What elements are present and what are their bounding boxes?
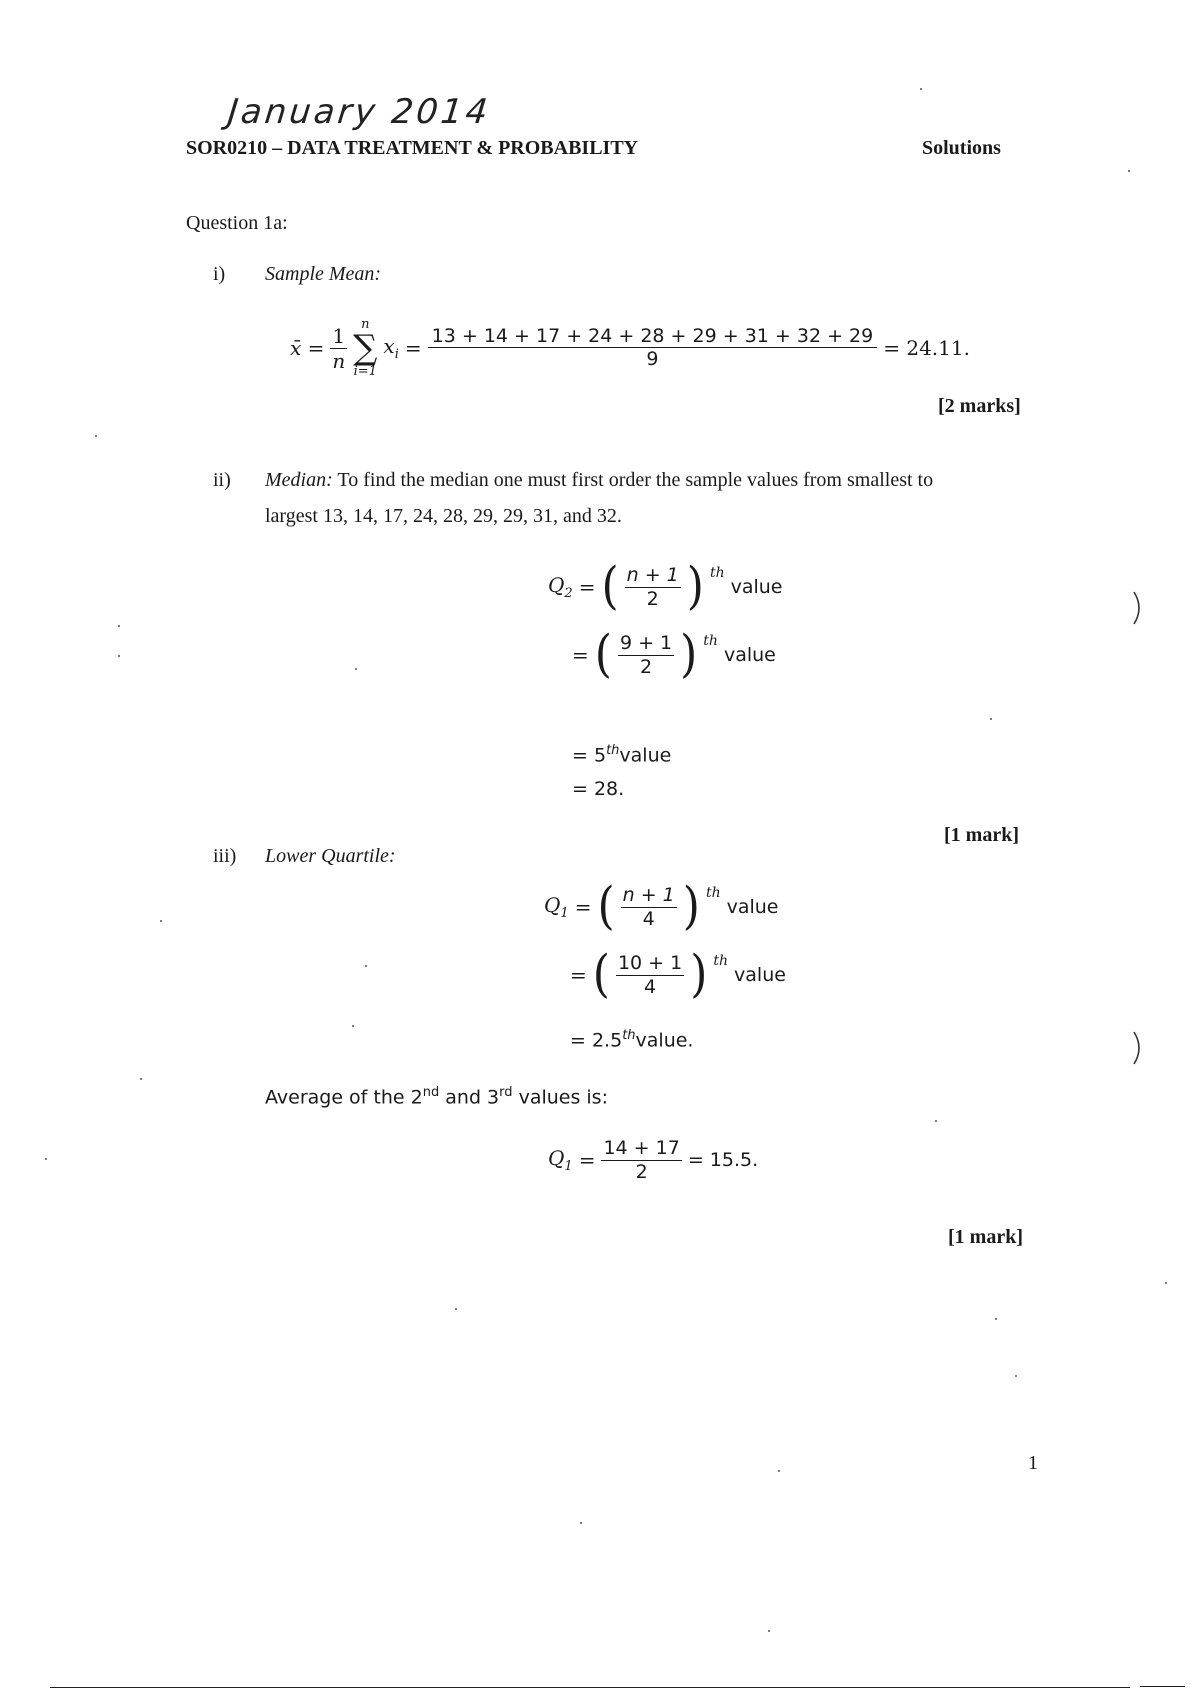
part-ii-label: Median:: [265, 469, 333, 491]
scan-speck: [1128, 170, 1130, 172]
bottom-rule: [50, 1687, 1130, 1688]
quartile-frac-2: [616, 953, 684, 998]
median-frac-2-den: 2: [639, 655, 653, 678]
handwritten-date: January 2014: [225, 92, 493, 132]
left-paren-icon: (: [601, 557, 619, 617]
quartile-final-result: = 15.5.: [687, 1149, 759, 1172]
part-ii-text-line1: [265, 469, 933, 492]
quartile-l3-head: = 2.5: [570, 1029, 623, 1052]
part-ii-number: ii): [213, 469, 231, 491]
quartile-th-1: th: [705, 885, 721, 902]
bracket-mark-icon: [1130, 1028, 1150, 1068]
scan-speck: [990, 718, 992, 720]
course-title: SOR0210 – DATA TREATMENT & PROBABILITY: [186, 137, 639, 159]
quartile-frac-1-den: 4: [642, 907, 655, 930]
q1-letter: Q: [544, 893, 561, 918]
scan-speck: [935, 1120, 937, 1122]
avg-sup-a: nd: [422, 1085, 440, 1100]
quartile-final-den: 2: [635, 1160, 648, 1183]
scan-speck: [45, 1158, 47, 1160]
avg-sup-b: rd: [499, 1085, 513, 1100]
quartile-l3-tail: value.: [635, 1029, 694, 1052]
page-number: 1: [1028, 1452, 1038, 1474]
quartile-final-eq: =: [578, 1148, 596, 1173]
right-paren-icon: ): [682, 877, 700, 937]
quartile-value-1: value: [726, 896, 779, 919]
median-l3-tail: value: [619, 744, 672, 767]
part-iii-number: iii): [213, 845, 237, 867]
q2-sub: 2: [564, 586, 573, 602]
xbar-symbol: x̄ =: [290, 336, 325, 360]
scan-speck: [140, 1078, 142, 1080]
median-line-3: [572, 743, 671, 766]
part-i-marks: [2 marks]: [938, 395, 1021, 417]
quartile-frac-1: [621, 885, 677, 930]
median-line-4: = 28.: [572, 778, 625, 800]
bottom-rule-fragment: [1140, 1686, 1185, 1687]
summand: [383, 334, 398, 362]
median-frac-2-num: 9 + 1: [619, 632, 673, 654]
sigma-icon: ∑: [353, 328, 378, 368]
scan-speck: [768, 1630, 770, 1632]
left-paren-icon: (: [594, 625, 612, 685]
median-frac-1-den: 2: [646, 587, 659, 610]
scan-speck: [365, 965, 367, 967]
part-iii-label: Lower Quartile:: [265, 845, 396, 867]
scan-speck: [1165, 1282, 1167, 1284]
quartile-final-num: 14 + 17: [603, 1137, 680, 1159]
scan-speck: [95, 435, 97, 437]
scan-speck: [995, 1318, 997, 1320]
mean-fraction: [428, 326, 878, 370]
quartile-final-frac: [601, 1138, 681, 1183]
question-title: Question 1a:: [186, 212, 288, 234]
right-paren-icon: ): [680, 625, 698, 685]
summand-var: x: [383, 334, 395, 358]
quartile-frac-2-num: 10 + 1: [617, 952, 683, 974]
one-over-n-fraction: [330, 325, 347, 372]
scan-speck: [920, 88, 922, 90]
median-frac-1-num: n + 1: [626, 564, 679, 586]
median-l3-th: th: [606, 743, 620, 758]
q2-symbol: [548, 573, 573, 601]
median-l3-head: = 5: [572, 744, 607, 767]
scan-speck: [1015, 1375, 1017, 1377]
equals-sign: =: [404, 336, 422, 360]
mean-numerator: 13 + 14 + 17 + 24 + 28 + 29 + 31 + 32 + 29: [428, 326, 878, 348]
sample-mean-equation: [290, 318, 970, 378]
q1-sub: 1: [560, 906, 569, 922]
part-i-label: Sample Mean:: [265, 263, 382, 285]
q1-sub-final: 1: [564, 1159, 573, 1175]
avg-b: and 3: [439, 1086, 500, 1109]
quartile-line-2: [570, 945, 786, 1005]
median-eq-2: =: [572, 643, 589, 668]
scan-speck: [352, 1025, 354, 1027]
quartile-eq-2: =: [570, 963, 587, 988]
median-line-2: [572, 625, 776, 685]
median-eq-1: =: [578, 575, 596, 600]
median-th-1: th: [709, 565, 725, 582]
scan-speck: [355, 668, 357, 670]
quartile-frac-2-den: 4: [644, 975, 657, 998]
part-ii-text1: To find the median one must first order the sample values from smallest to: [332, 469, 934, 491]
summand-sub: i: [394, 347, 399, 362]
average-text: [265, 1085, 608, 1108]
avg-a: Average of the 2: [265, 1086, 423, 1109]
part-iii-marks: [1 mark]: [948, 1226, 1023, 1248]
median-frac-1: [625, 565, 681, 610]
mean-denominator: 9: [646, 348, 659, 370]
median-value-1: value: [730, 576, 783, 599]
quartile-value-2: value: [734, 964, 786, 987]
part-ii-text-line2: largest 13, 14, 17, 24, 28, 29, 29, 31, and 32.: [265, 505, 622, 527]
summation: [353, 318, 377, 378]
scan-speck: [118, 655, 120, 657]
q1-symbol: [544, 893, 569, 921]
median-frac-2: [618, 633, 674, 678]
avg-c: values is:: [512, 1086, 608, 1109]
right-paren-icon: ): [690, 945, 708, 1005]
scan-speck: [580, 1522, 582, 1524]
part-ii-marks: [1 mark]: [944, 824, 1019, 846]
scan-speck: [118, 625, 120, 627]
quartile-final: [548, 1138, 758, 1183]
sum-lower: i=1: [353, 364, 377, 379]
bracket-mark-icon: [1130, 588, 1150, 628]
median-line-1: [548, 557, 783, 617]
right-paren-icon: ): [686, 557, 704, 617]
median-value-2: value: [723, 644, 776, 667]
scan-speck: [778, 1470, 780, 1472]
sum-upper: n: [361, 317, 370, 332]
scan-speck: [455, 1308, 457, 1310]
q1-symbol-final: [548, 1146, 573, 1174]
quartile-eq-1: =: [574, 895, 592, 920]
quartile-line-3: [570, 1028, 693, 1051]
q1-letter-final: Q: [548, 1146, 565, 1171]
left-paren-icon: (: [592, 945, 610, 1005]
frac-numerator: 1: [332, 323, 346, 348]
scan-speck: [160, 920, 162, 922]
q2-letter: Q: [548, 573, 565, 598]
mean-result: = 24.11.: [883, 336, 970, 360]
quartile-frac-1-num: n + 1: [622, 884, 675, 906]
left-paren-icon: (: [597, 877, 615, 937]
quartile-l3-th: th: [622, 1028, 636, 1043]
median-th-2: th: [703, 633, 718, 650]
quartile-th-2: th: [713, 953, 729, 970]
quartile-line-1: [544, 877, 779, 937]
part-i-number: i): [213, 263, 226, 285]
frac-denominator: n: [332, 348, 346, 373]
solutions-label: Solutions: [922, 137, 1001, 159]
